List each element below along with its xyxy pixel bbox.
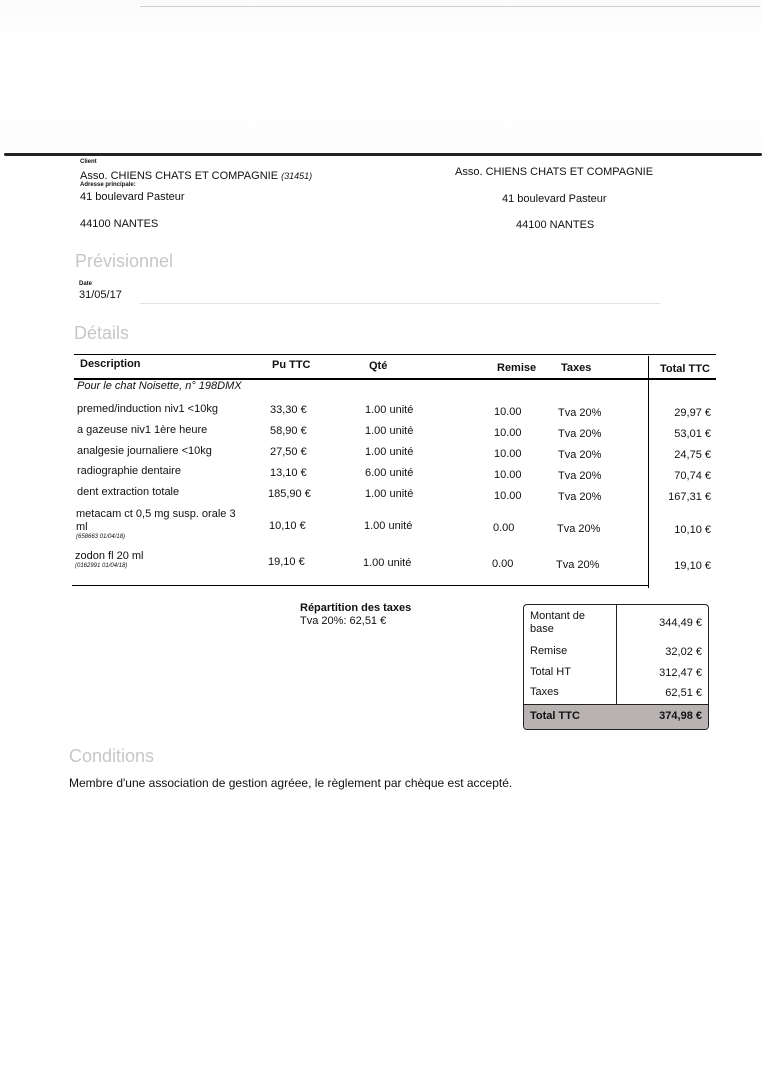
base-label-line1: Montant de [530,610,586,622]
row-qty: 1.00 unité [365,488,414,500]
table-bottom-rule [72,585,648,586]
th-discount: Remise [497,362,537,374]
client-street: 41 boulevard Pasteur [80,191,185,203]
th-taxes: Taxes [561,362,592,374]
date-value: 31/05/17 [79,289,122,301]
row-tax: Tva 20% [558,407,602,419]
totals-ht-value: 312,47 € [659,667,702,679]
row-lot: (0162991 01/04/18) [75,563,128,569]
row-total: 10,10 € [674,524,711,536]
row-qty: 6.00 unité [365,467,414,479]
totals-ht-label: Total HT [530,666,571,678]
row-description: analgesie journaliere <10kg [77,445,212,457]
totals-row-taxes [524,685,708,705]
row-description-cont: ml [76,521,88,533]
table-total-divider [648,356,649,588]
totals-taxes-value: 62,51 € [665,687,702,699]
client-code: (31451) [281,171,313,181]
date-separator [140,303,660,304]
scan-fold-area [0,0,762,152]
client-name [80,170,312,182]
row-pu: 19,10 € [268,556,305,568]
th-qty: Qté [369,360,388,372]
row-total: 19,10 € [674,560,711,572]
base-label-line2: base [530,623,554,635]
totals-row-base [524,605,708,645]
totals-base-label [530,610,585,636]
totals-base-value: 344,49 € [659,617,702,629]
totals-row-discount [524,643,708,665]
totals-row-ht [524,664,708,686]
client-label: Client [80,159,97,165]
row-qty: 1.00 unité [365,425,414,437]
doc-type-title: Prévisionnel [75,251,174,271]
row-description: radiographie dentaire [77,465,181,477]
row-discount: 10.00 [494,469,522,481]
totals-taxes-label: Taxes [530,686,559,698]
row-discount: 10.00 [494,490,522,502]
row-discount: 10.00 [494,427,522,439]
row-tax: Tva 20% [556,559,600,571]
page-top-edge [4,153,762,156]
row-lot: (658663 01/04/18) [76,534,126,540]
row-description: dent extraction totale [77,486,180,498]
row-pu: 33,30 € [270,404,307,416]
row-pu: 13,10 € [270,467,307,479]
row-description: premed/induction niv1 <10kg [77,403,218,415]
row-total: 167,31 € [668,491,711,503]
totals-discount-label: Remise [530,645,568,657]
row-pu: 10,10 € [269,520,306,532]
table-top-rule [74,354,716,355]
row-pu: 27,50 € [270,446,307,458]
th-description: Description [80,358,141,370]
group-label: Pour le chat Noisette, n° 198DMX [77,380,242,392]
row-description: metacam ct 0,5 mg susp. orale 3 [76,508,236,520]
row-qty: 1.00 unité [363,557,412,569]
totals-ttc-value: 374,98 € [659,710,702,722]
row-tax: Tva 20% [558,449,602,461]
row-description: zodon fl 20 ml [75,550,144,562]
totals-row-ttc [524,704,708,730]
row-tax: Tva 20% [558,491,602,503]
row-qty: 1.00 unité [365,446,414,458]
row-total: 29,97 € [674,407,711,419]
row-total: 24,75 € [674,449,711,461]
tax-breakdown-line: Tva 20%: 62,51 € [300,615,387,627]
row-total: 70,74 € [674,470,711,482]
details-title: Détails [74,323,130,343]
row-qty: 1.00 unité [364,520,413,532]
totals-ttc-label: Total TTC [530,710,580,722]
totals-box [523,604,709,730]
row-tax: Tva 20% [558,470,602,482]
tax-breakdown-title: Répartition des taxes [300,602,412,614]
recipient-street: 41 boulevard Pasteur [502,193,607,205]
row-pu: 58,90 € [270,425,307,437]
row-total: 53,01 € [674,428,711,440]
client-city: 44100 NANTES [80,218,159,230]
row-tax: Tva 20% [557,523,601,535]
address-label: Adresse principale: [80,182,136,188]
row-description: a gazeuse niv1 1ère heure [77,424,208,436]
row-discount: 0.00 [493,522,515,534]
row-discount: 10.00 [494,448,522,460]
row-qty: 1.00 unité [365,404,414,416]
recipient-city: 44100 NANTES [516,219,595,231]
row-discount: 10.00 [494,406,522,418]
date-label: Date [79,281,93,287]
totals-discount-value: 32,02 € [665,646,702,658]
conditions-title: Conditions [69,746,155,766]
row-discount: 0.00 [492,558,514,570]
th-pu: Pu TTC [272,359,311,371]
conditions-text: Membre d'une association de gestion agréee, le règlement par chèque est accepté. [69,776,513,790]
scan-top-edge [140,6,760,7]
th-total: Total TTC [660,363,710,375]
client-name-text: Asso. CHIENS CHATS ET COMPAGNIE [80,170,279,182]
row-tax: Tva 20% [558,428,602,440]
row-pu: 185,90 € [268,488,311,500]
recipient-name: Asso. CHIENS CHATS ET COMPAGNIE [455,166,654,178]
details-table [72,352,716,588]
